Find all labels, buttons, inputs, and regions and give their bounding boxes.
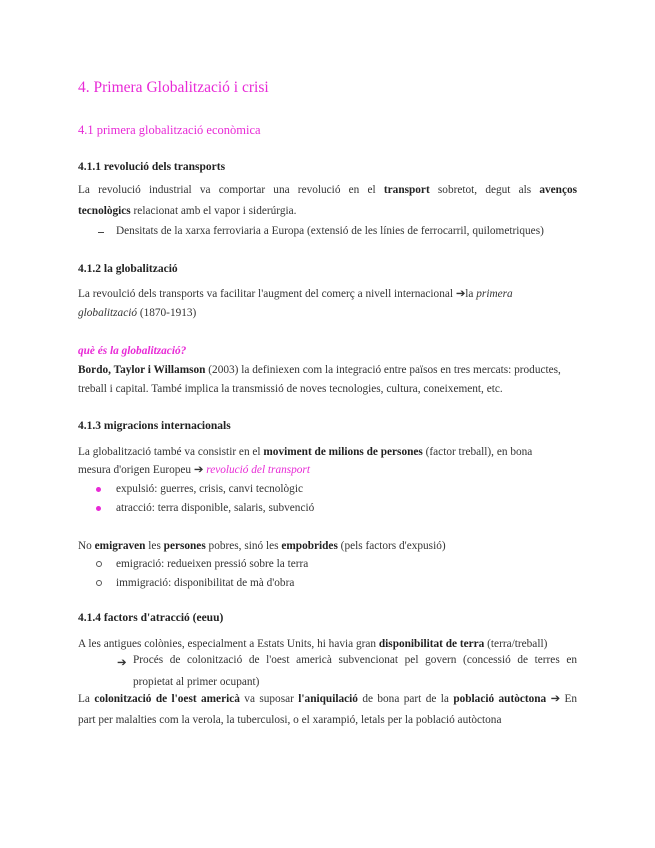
paragraph-emigraven: No emigraven les persones pobres, sinó les empobrides (pels factors d'expusió)	[78, 540, 446, 552]
paragraph-migracions-line1: La globalització també va consistir en el moviment de milions de persones (factor treball), en bona	[78, 446, 533, 458]
arrow-icon: ➔	[550, 693, 561, 705]
paragraph-transport-line1: La revolució industrial va comportar una revolució en el transport sobretot, degut als avenços	[78, 184, 578, 196]
arrow-bullet-icon: ➔	[117, 657, 127, 669]
paragraph-migracions-line2: mesura d'origen Europeu ➔ revolució del transport	[78, 464, 310, 476]
dash-item-densitats: Densitats de la xarxa ferroviaria a Europa (extensió de les línies de ferrocarril, quilometriques)	[116, 225, 544, 237]
heading-2: 4.1 primera globalització econòmica	[78, 123, 261, 137]
heading-4-1-1: 4.1.1 revolució dels transports	[78, 161, 226, 173]
bullet-immigracio: immigració: disponibilitat de mà d'obra	[116, 577, 295, 589]
paragraph-colonies: A les antigues colònies, especialment a Estats Units, hi havia gran disponibilitat de terra (terra/treball)	[78, 638, 548, 650]
paragraph-globalitzacio-line2: globalització (1870-1913)	[78, 307, 197, 319]
bullet-expulsio: expulsió: guerres, crisis, canvi tecnològic	[116, 483, 303, 495]
paragraph-transport-line2: tecnològics relacionat amb el vapor i siderúrgia.	[78, 205, 297, 217]
paragraph-globalitzacio-line1: La revoulció dels transports va facilitar l'augment del comerç a nivell internacional ➔la primera	[78, 288, 513, 300]
definition-line1: Bordo, Taylor i Willamson (2003) la definiexen com la integració entre països en tres mercats: productes,	[78, 364, 561, 376]
heading-1: 4. Primera Globalització i crisi	[78, 79, 269, 96]
question-globalitzacio: què és la globalització?	[78, 345, 187, 357]
circle-bullet-icon	[96, 580, 102, 586]
paragraph-colonitzacio-line1: La colonització de l'oest americà va suposar l'aniquilació de bona part de la població autòctona ➔ En	[78, 693, 578, 705]
arrow-item-line2: propietat al primer ocupant)	[133, 676, 260, 688]
dash-bullet	[98, 232, 104, 233]
arrow-icon: ➔	[193, 464, 204, 476]
arrow-icon: ➔	[455, 288, 466, 300]
arrow-item-line1: Procés de colonització de l'oest americà subvencionat pel govern (concessió de terres en	[133, 654, 577, 666]
circle-bullet-icon	[96, 561, 102, 567]
bullet-atraccio: atracció: terra disponible, salaris, subvenció	[116, 502, 315, 514]
pink-bullet-icon	[96, 506, 101, 511]
heading-4-1-3: 4.1.3 migracions internacionals	[78, 420, 231, 432]
heading-4-1-4: 4.1.4 factors d'atracció (eeuu)	[78, 612, 224, 624]
pink-bullet-icon	[96, 487, 101, 492]
definition-line2: treball i capital. També implica la transmissió de noves tecnologies, cultura, coneixement, etc.	[78, 383, 503, 395]
bullet-emigracio: emigració: redueixen pressió sobre la terra	[116, 558, 309, 570]
heading-4-1-2: 4.1.2 la globalització	[78, 263, 178, 275]
paragraph-colonitzacio-line2: part per malalties com la verola, la tuberculosi, o el xarampió, letals per la població autòctona	[78, 714, 502, 726]
